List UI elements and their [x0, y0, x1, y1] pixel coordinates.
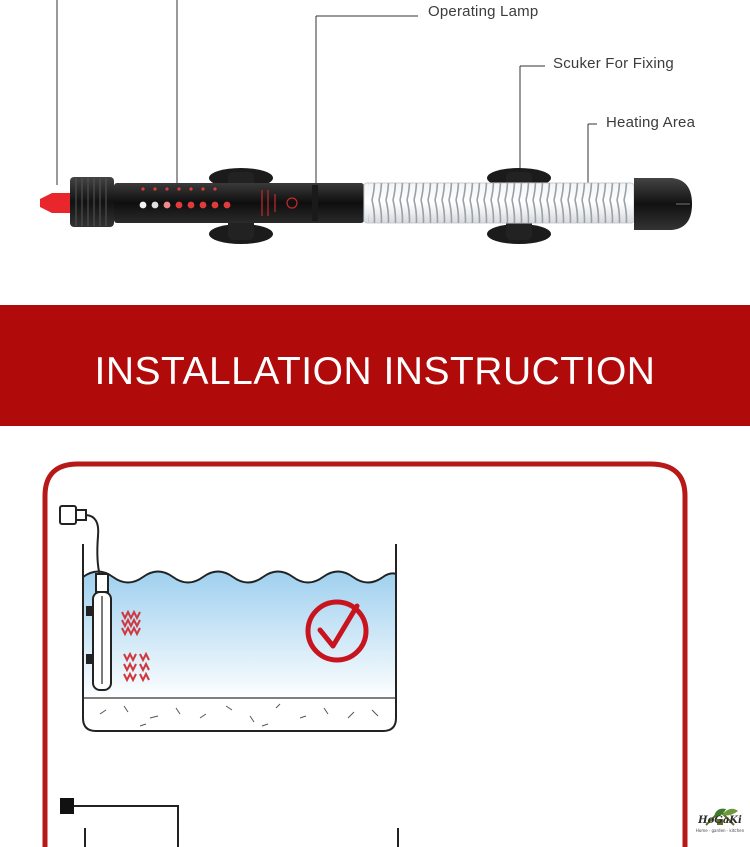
callout-operating-lamp: Operating Lamp: [428, 3, 539, 20]
heater-control-body: [114, 183, 364, 223]
callout-heating-area: Heating Area: [606, 114, 696, 131]
gravel: [100, 704, 378, 726]
heater-diagram: [0, 0, 750, 305]
installation-panel: [0, 426, 750, 847]
section-title: INSTALLATION INSTRUCTION: [94, 350, 656, 393]
heater-dial-cap: [40, 193, 70, 213]
callout-line-heating-area: [588, 124, 597, 186]
callout-line-operating-lamp: [316, 16, 418, 200]
callout-sucker-for-fixing: Scuker For Fixing: [553, 55, 674, 72]
heating-coil: [368, 183, 630, 223]
heater-knob: [70, 177, 114, 227]
callout-line-sucker: [520, 66, 545, 180]
tank-water: [83, 572, 396, 699]
tank-second: [60, 798, 398, 847]
brand-tagline: Home · garden · kitchen: [695, 828, 745, 833]
brand-name: HoGaKi: [698, 815, 742, 826]
operating-lamp: [312, 185, 318, 221]
plug-icon: [60, 506, 100, 576]
tank-correct: [60, 506, 396, 731]
